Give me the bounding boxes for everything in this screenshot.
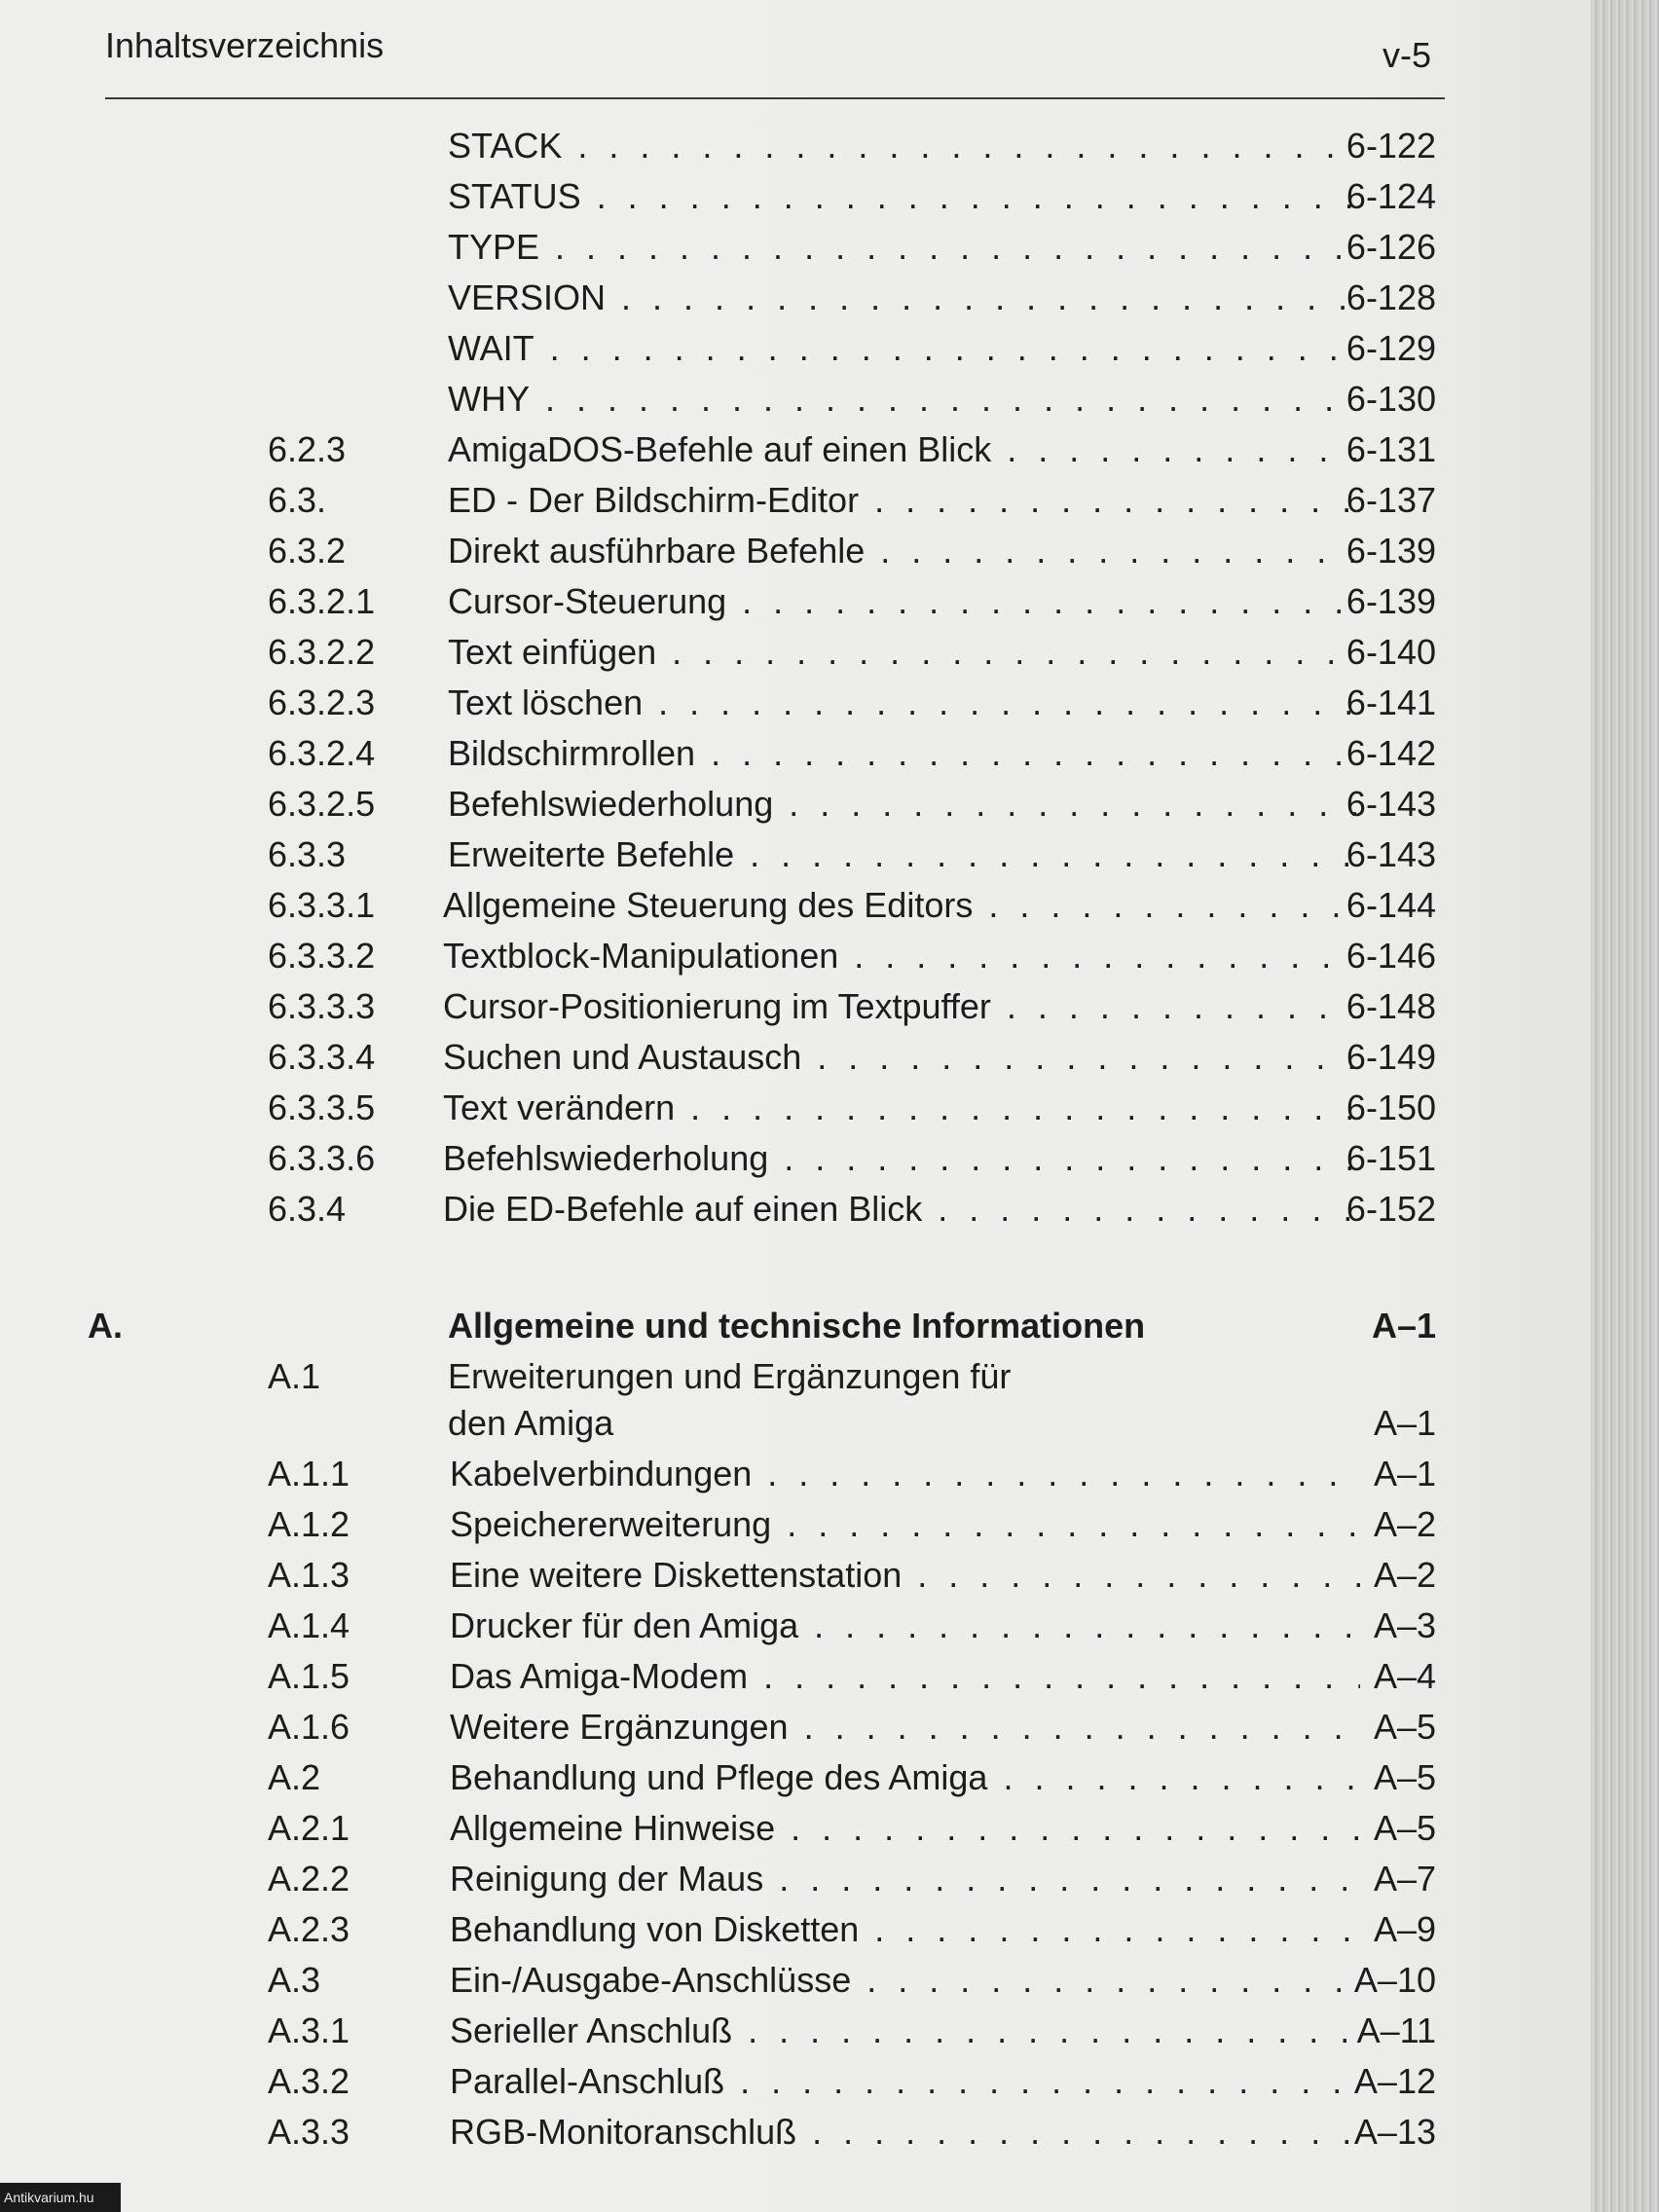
toc-entry [0, 273, 1597, 323]
book-spine [1591, 0, 1659, 2212]
toc-entry-number: A.3 [268, 1960, 321, 2000]
toc-entry-number: A.3.3 [268, 2112, 350, 2152]
toc-entry-title: STACK . . . [448, 121, 1358, 171]
toc-entry [0, 1803, 1597, 1854]
toc-entry-page: 6-152 [1346, 1189, 1436, 1229]
toc-entry-title: Befehlswiederholung . . . [443, 1133, 1353, 1184]
toc-entry-page: 6-130 [1346, 379, 1436, 419]
toc-entry-page: A–7 [1373, 1859, 1436, 1899]
toc-entry-page: 6-139 [1346, 531, 1436, 571]
toc-entry [0, 1702, 1597, 1752]
toc-entry [0, 678, 1597, 728]
toc-entry-page: 6-146 [1346, 936, 1436, 976]
toc-entry-title: AmigaDOS-Befehle auf einen Blick . . . [448, 424, 1358, 475]
toc-chapter-page: A–1 [1371, 1306, 1436, 1346]
toc-entry-title: Text löschen . . . [448, 678, 1358, 728]
toc-entry-title: Befehlswiederholung . . . [448, 779, 1358, 830]
toc-chapter-number: A. [88, 1306, 123, 1346]
toc-entry-number: 6.3.2.2 [268, 632, 376, 672]
toc-entry-page: A–13 [1353, 2112, 1436, 2152]
toc-entry-page: 6-144 [1346, 885, 1436, 925]
toc-entry-title: Cursor-Positionierung im Textpuffer . . . [443, 981, 1353, 1032]
toc-entry [0, 2107, 1597, 2157]
toc-entry-page: 6-141 [1346, 682, 1436, 722]
toc-entry-number: 6.3.2.4 [268, 733, 376, 773]
toc-entry [0, 728, 1597, 779]
toc-entry-title: Ein-/Ausgabe-Anschlüsse . . . [450, 1955, 1360, 2006]
toc-entry-number: 6.3.3.6 [268, 1138, 376, 1178]
toc-entry [0, 1032, 1597, 1083]
toc-entry-number: 6.3.3.1 [268, 885, 376, 925]
toc-entry-page: 6-128 [1346, 277, 1436, 317]
toc-entry-title: Behandlung von Disketten . . . [450, 1904, 1360, 1955]
toc-entry [0, 121, 1597, 171]
toc-entry [0, 323, 1597, 374]
toc-entry-title: Serieller Anschluß . . . [450, 2006, 1360, 2056]
toc-entry-number: 6.3.2.5 [268, 784, 376, 824]
toc-entry-title: Text einfügen . . . [448, 627, 1358, 678]
toc-entry-title: Cursor-Steuerung . . . [448, 576, 1358, 627]
toc-entry-page: 6-139 [1346, 581, 1436, 621]
toc-entry-title: Weitere Ergänzungen . . . [450, 1702, 1360, 1752]
toc-entry [0, 576, 1597, 627]
toc-entry-title: Bildschirmrollen . . . [448, 728, 1358, 779]
toc-entry-page: 6-131 [1346, 429, 1436, 469]
toc-entry [0, 1499, 1597, 1550]
toc-entry-title: Allgemeine Hinweise . . . [450, 1803, 1360, 1854]
toc-entry [0, 931, 1597, 981]
toc-entry [0, 830, 1597, 880]
toc-entry [0, 1651, 1597, 1702]
toc-entry-title: Allgemeine Steuerung des Editors . . . [443, 880, 1353, 931]
toc-entry-page: A–1 [1373, 1454, 1436, 1493]
toc-entry-page: A–3 [1373, 1605, 1436, 1645]
toc-entry-title: Das Amiga-Modem . . . [450, 1651, 1360, 1702]
toc-entry-page: 6-122 [1346, 126, 1436, 166]
toc-entry-page: A–11 [1356, 2010, 1436, 2050]
toc-entry [0, 1752, 1597, 1803]
toc-entry [0, 526, 1597, 576]
toc-entry-title: ED - Der Bildschirm-Editor . . . [448, 475, 1358, 526]
toc-entry-page: A–5 [1373, 1808, 1436, 1848]
toc-entry-number: 6.3.2.1 [268, 581, 376, 621]
toc-entry-page: 6-126 [1346, 227, 1436, 267]
toc-entry [0, 424, 1597, 475]
toc-entry-title: Behandlung und Pflege des Amiga . . . [450, 1752, 1360, 1803]
toc-entry-number: 6.2.3 [268, 429, 347, 469]
toc-entry-number: A.1.2 [268, 1504, 350, 1544]
toc-entry-title: RGB-Monitoranschluß . . . [450, 2107, 1360, 2157]
toc-entry-title: Speichererweiterung . . . [450, 1499, 1360, 1550]
toc-entry-page: 6-151 [1346, 1138, 1436, 1178]
toc-entry-title: Text verändern . . . [443, 1083, 1353, 1133]
toc-entry [0, 1854, 1597, 1904]
toc-entry [0, 1083, 1597, 1133]
toc-entry-title: STATUS . . . [448, 171, 1358, 222]
toc-entry [0, 779, 1597, 830]
toc-entry-page: 6-137 [1346, 480, 1436, 520]
toc-entry-number: A.1.1 [268, 1454, 350, 1493]
toc-entry [0, 981, 1597, 1032]
toc-entry-title: Direkt ausführbare Befehle . . . [448, 526, 1358, 576]
toc-entry-title: Kabelverbindungen . . . [450, 1449, 1360, 1499]
toc-entry-title: WAIT . . . [448, 323, 1358, 374]
toc-entry-title: VERSION . . . [448, 273, 1358, 323]
toc-entry [0, 1550, 1597, 1601]
toc-entry-page: A–5 [1373, 1757, 1436, 1797]
toc-entry-number: 6.3.2.3 [268, 682, 376, 722]
toc-entry-number: 6.3.2 [268, 531, 347, 571]
toc-entry-number: 6.3.3.3 [268, 986, 376, 1026]
toc-entry-page: A–10 [1353, 1960, 1436, 2000]
toc-entry-number: A.3.1 [268, 2010, 350, 2050]
toc-entry-title: Textblock-Manipulationen . . . [443, 931, 1353, 981]
toc-entry [0, 1904, 1597, 1955]
toc-entry-number: 6.3.3 [268, 834, 347, 874]
toc-entry-page: A–2 [1373, 1555, 1436, 1595]
toc-entry [0, 2006, 1597, 2056]
toc-entry [0, 1133, 1597, 1184]
toc-entry-title: TYPE . . . [448, 222, 1358, 273]
toc-entry-page: A–1 [1373, 1403, 1436, 1443]
toc-entry-page: A–12 [1353, 2061, 1436, 2101]
toc-entry [0, 1449, 1597, 1499]
toc-entry-number: 6.3.4 [268, 1189, 347, 1229]
toc-entry-title: Die ED-Befehle auf einen Blick . . . [443, 1184, 1353, 1235]
toc-entry-page: 6-142 [1346, 733, 1436, 773]
toc-entry-number: 6.3.3.2 [268, 936, 376, 976]
toc-entry-page: A–2 [1373, 1504, 1436, 1544]
toc-entry [0, 1351, 1597, 1402]
toc-entry-number: A.1.3 [268, 1555, 350, 1595]
toc-entry-number: A.1.6 [268, 1707, 350, 1747]
toc-entry-page: A–4 [1373, 1656, 1436, 1696]
toc-entry-number: A.3.2 [268, 2061, 350, 2101]
toc-entry [0, 374, 1597, 424]
toc-entry-title: Suchen und Austausch . . . [443, 1032, 1353, 1083]
toc-entry-title: Eine weitere Diskettenstation . . . [450, 1550, 1360, 1601]
toc-entry-number: 6.3. [268, 480, 327, 520]
toc-entry-page: 6-150 [1346, 1088, 1436, 1127]
watermark: Antikvarium.hu [0, 2183, 121, 2212]
toc-entry [0, 1955, 1597, 2006]
toc-entry-page: 6-143 [1346, 784, 1436, 824]
header-divider [105, 97, 1445, 99]
toc-entry [0, 627, 1597, 678]
toc-entry-title: den Amiga [448, 1403, 614, 1443]
toc-entry [0, 2056, 1597, 2107]
toc-entry-page: 6-140 [1346, 632, 1436, 672]
toc-entry [0, 1184, 1597, 1235]
toc-entry-title: Reinigung der Maus . . . [450, 1854, 1360, 1904]
toc-entry-number: 6.3.3.4 [268, 1037, 376, 1077]
toc-entry-number: A.2.1 [268, 1808, 350, 1848]
toc-entry [0, 1601, 1597, 1651]
toc-entry-page: A–5 [1373, 1707, 1436, 1747]
toc-entry-continuation [0, 1398, 1597, 1449]
toc-entry-title: Erweiterte Befehle . . . [448, 830, 1358, 880]
toc-entry-page: 6-129 [1346, 328, 1436, 368]
running-header-title: Inhaltsverzeichnis [105, 25, 385, 65]
toc-entry-number: A.2.3 [268, 1909, 350, 1949]
toc-entry-number: A.2 [268, 1757, 321, 1797]
toc-entry-title: WHY . . . [448, 374, 1358, 424]
toc-entry-number: A.1 [268, 1356, 321, 1396]
toc-entry-title: Erweiterungen und Ergänzungen für [448, 1356, 1012, 1396]
toc-chapter-heading [0, 1301, 1597, 1351]
toc-entry-title: Drucker für den Amiga . . . [450, 1601, 1360, 1651]
toc-chapter-title: Allgemeine und technische Informationen [448, 1306, 1146, 1346]
running-header-page-number: v-5 [1382, 35, 1432, 75]
toc-entry [0, 171, 1597, 222]
toc-entry-page: 6-124 [1346, 176, 1436, 216]
toc-entry-page: A–9 [1373, 1909, 1436, 1949]
toc-entry-page: 6-148 [1346, 986, 1436, 1026]
toc-entry-page: 6-149 [1346, 1037, 1436, 1077]
toc-entry [0, 222, 1597, 273]
toc-entry-title: Parallel-Anschluß . . . [450, 2056, 1360, 2107]
toc-entry [0, 475, 1597, 526]
toc-entry-page: 6-143 [1346, 834, 1436, 874]
toc-entry-number: 6.3.3.5 [268, 1088, 376, 1127]
toc-entry [0, 880, 1597, 931]
toc-entry-number: A.1.4 [268, 1605, 350, 1645]
toc-entry-number: A.1.5 [268, 1656, 350, 1696]
toc-entry-number: A.2.2 [268, 1859, 350, 1899]
